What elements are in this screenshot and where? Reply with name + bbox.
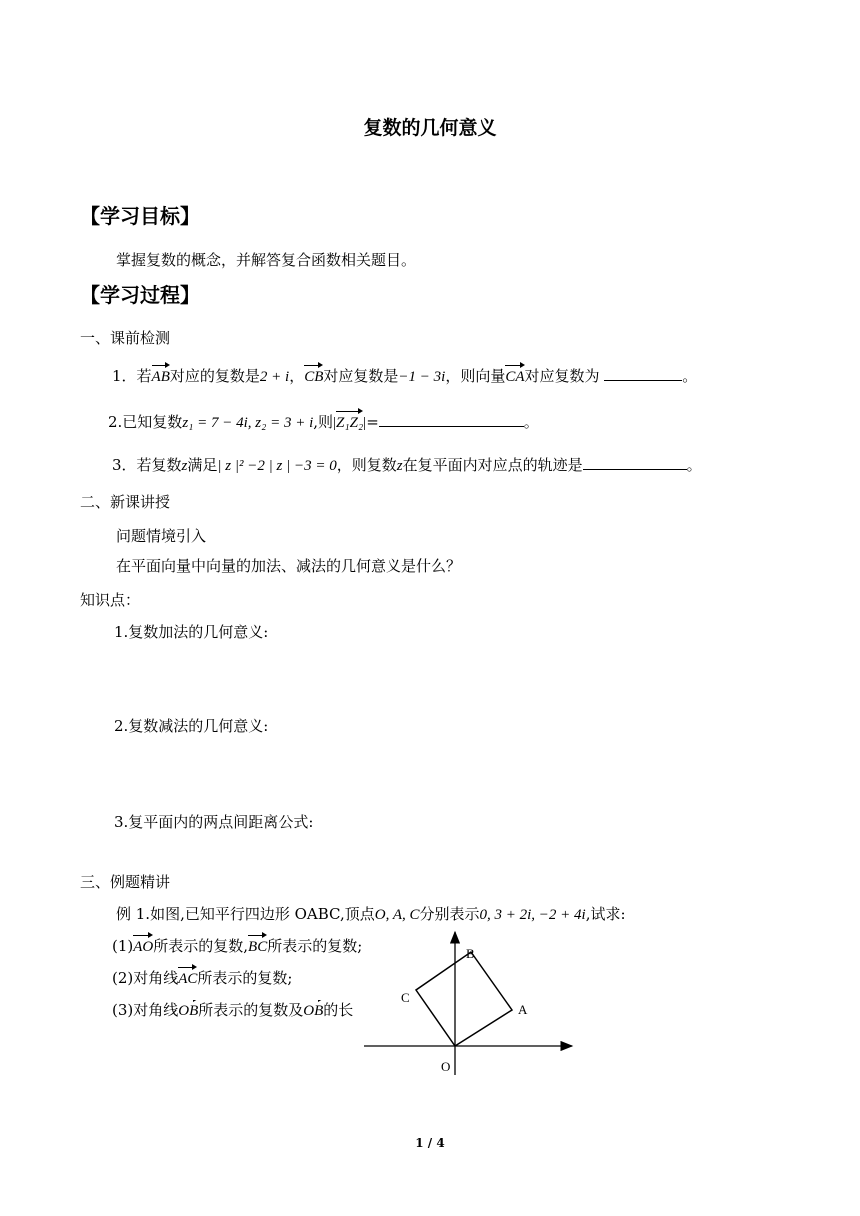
example-1-statement <box>116 904 626 925</box>
answer-blank-2[interactable] <box>379 412 524 427</box>
s1-text-a: (1) <box>112 937 134 955</box>
s2-text-b: 所表示的复数; <box>197 969 293 987</box>
q3-math-equation: | z |² −2 | z | −3 = 0 <box>217 458 337 474</box>
q2-text-b: ,则 <box>313 413 334 431</box>
label-c: C <box>401 990 410 1005</box>
s1-text-c: 所表示的复数; <box>267 937 363 955</box>
vector-ab: AB <box>151 369 170 385</box>
vector-ao: AO <box>133 939 154 955</box>
knowledge-item-3: 3.复平面内的两点间距离公式: <box>114 813 314 831</box>
label-o: O <box>441 1059 451 1074</box>
knowledge-label: 知识点： <box>80 591 141 609</box>
q3-text-c: ，则复数 <box>336 456 397 474</box>
ex1-math-vertices: O, A, C <box>374 907 420 923</box>
part2-heading: 二、新课讲授 <box>80 493 171 511</box>
q1-text-c: ， <box>289 367 305 385</box>
ex1-text-c: ,试求: <box>585 905 626 923</box>
vector-ac: AC <box>178 971 198 987</box>
q3-math-z: z <box>181 458 188 474</box>
vector-bc: BC <box>248 939 268 955</box>
q3-text-d: 在复平面内对应点的轨迹是 <box>402 456 583 474</box>
scenario-intro: 问题情境引入 <box>116 527 207 545</box>
q1-text-b: 对应的复数是 <box>169 367 260 385</box>
parallelogram-oabc <box>416 952 512 1046</box>
ex1-text-a: 例 1.如图,已知平行四边形 OABC,顶点 <box>116 905 375 923</box>
part3-heading: 三、例题精讲 <box>80 873 171 891</box>
q1-end: 。 <box>682 367 698 385</box>
section-heading-goal: 【学习目标】 <box>80 204 200 228</box>
s3-text-a: (3)对角线 <box>112 1001 179 1019</box>
vector-cb: CB <box>304 369 324 385</box>
q3-end: 。 <box>686 456 702 474</box>
label-b: B <box>466 946 475 961</box>
question-2 <box>108 412 539 433</box>
ex1-text-b: 分别表示 <box>419 905 480 923</box>
knowledge-item-2: 2.复数减法的几何意义: <box>114 717 269 735</box>
q2-text-c: = <box>366 413 379 431</box>
answer-blank-3[interactable] <box>583 455 687 470</box>
goal-text: 掌握复数的概念，并解答复合函数相关题目。 <box>116 251 417 269</box>
q3-text-b: 满足 <box>187 456 218 474</box>
q3-math-z2: z <box>396 458 403 474</box>
vector-ob-2: OB <box>303 1003 324 1019</box>
q2-abs-left: | <box>333 415 337 431</box>
page-number: 1 / 4 <box>415 1136 445 1150</box>
q2-abs-right: | <box>363 415 367 431</box>
subquestion-1 <box>112 936 362 957</box>
vector-ob: OB <box>178 1003 199 1019</box>
label-a: A <box>518 1002 528 1017</box>
section-heading-process: 【学习过程】 <box>80 283 200 307</box>
q2-text-a: 2.已知复数 <box>108 413 183 431</box>
subquestion-2 <box>112 968 292 989</box>
q2-end: 。 <box>523 413 539 431</box>
s1-text-b: 所表示的复数, <box>153 937 249 955</box>
q3-text-a: 3．若复数 <box>112 456 182 474</box>
question-3 <box>112 455 702 476</box>
knowledge-item-1: 1.复数加法的几何意义: <box>114 623 269 641</box>
question-1 <box>112 366 697 387</box>
q1-text-e: ，则向量 <box>445 367 506 385</box>
q2-math-1: z₁ = 7 − 4i, z₂ = 3 + i <box>182 415 314 431</box>
part1-heading: 一、课前检测 <box>80 329 171 347</box>
q1-math-2: −1 − 3i <box>398 369 446 385</box>
page-title: 复数的几何意义 <box>363 117 497 139</box>
q1-math-1: 2 + i <box>259 369 290 385</box>
vector-z1z2: Z₁Z₂ <box>336 415 364 431</box>
s3-text-b: 所表示的复数及 <box>198 1001 304 1019</box>
s3-text-c: 的长 <box>323 1001 354 1019</box>
q1-text-f: 对应复数为 <box>524 367 600 385</box>
q1-text-a: 1．若 <box>112 367 152 385</box>
ex1-math-values: 0, 3 + 2i, −2 + 4i <box>479 907 586 923</box>
parallelogram-figure <box>350 925 590 1085</box>
answer-blank-1[interactable] <box>604 366 682 381</box>
scenario-question: 在平面向量中向量的加法、减法的几何意义是什么？ <box>116 557 462 575</box>
vector-ca: CA <box>505 369 525 385</box>
s2-text-a: (2)对角线 <box>112 969 179 987</box>
q1-text-d: 对应复数是 <box>323 367 399 385</box>
